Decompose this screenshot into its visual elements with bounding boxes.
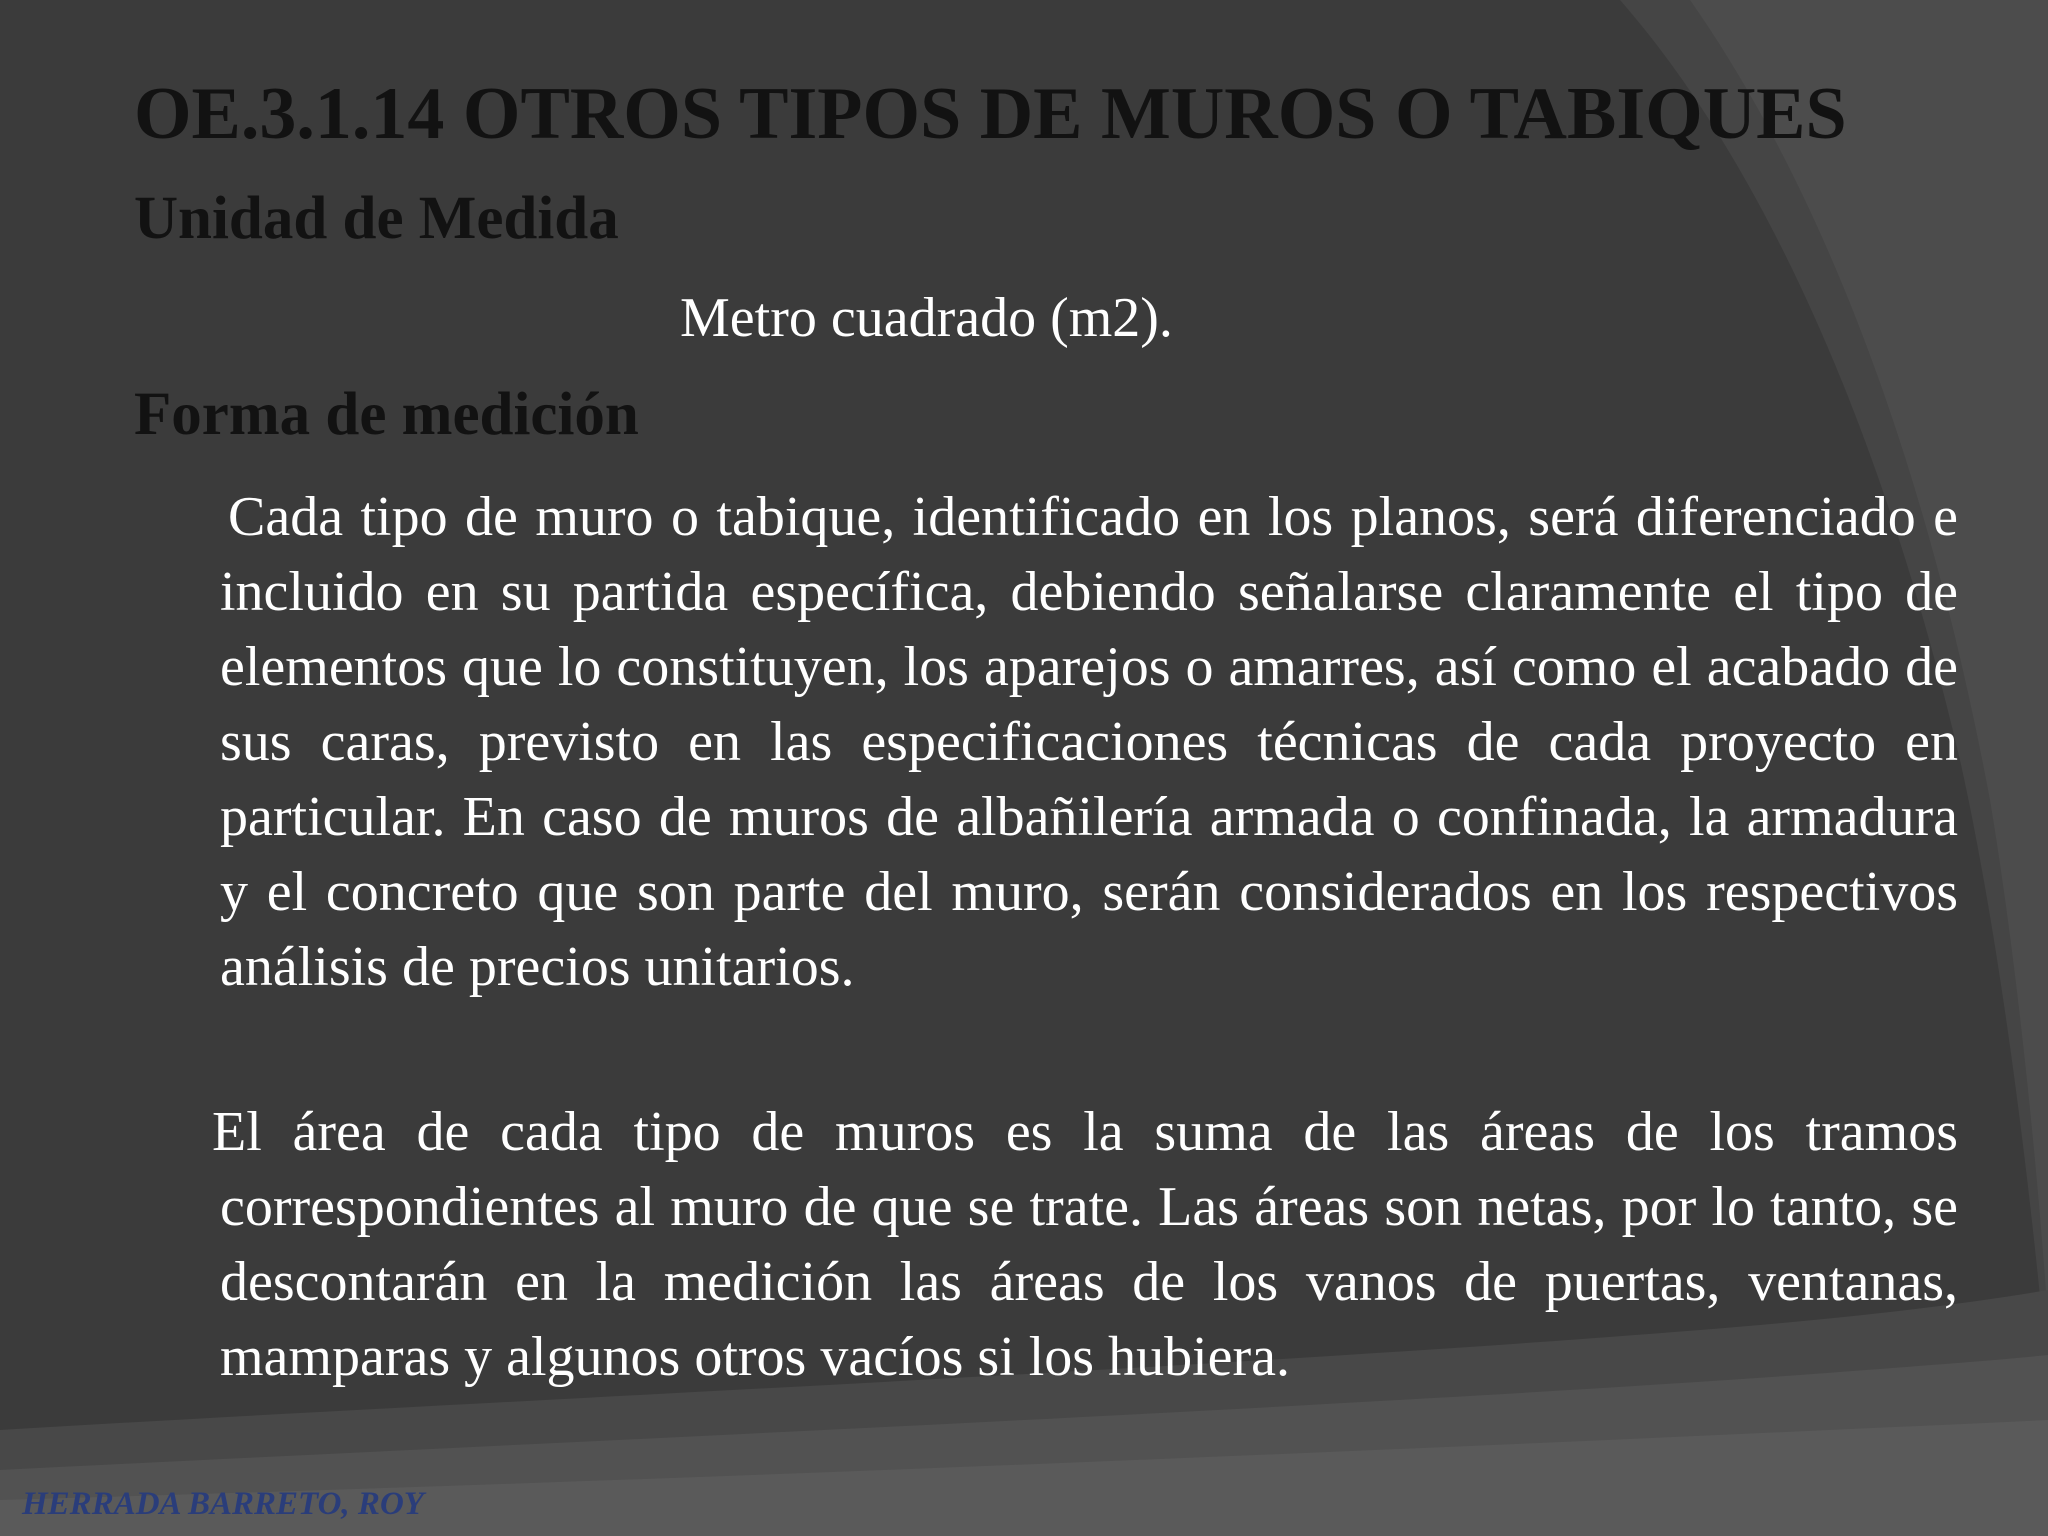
unit-of-measure-heading: Unidad de Medida xyxy=(134,185,619,252)
author-footer: HERRADA BARRETO, ROY xyxy=(22,1486,424,1522)
slide-title: OE.3.1.14 OTROS TIPOS DE MUROS O TABIQUES xyxy=(134,73,1847,155)
measurement-paragraph-2: El área de cada tipo de muros es la suma de las áreas de los tramos correspondientes al muro de que se trate. Las áreas son netas, por lo tanto, se descontarán en la medición las áreas de los vanos de puertas, ventanas, mamparas y algunos otros vacíos si los hubiera. xyxy=(212,1101,1958,1388)
measurement-paragraph-1: Cada tipo de muro o tabique, identificado en los planos, será diferenciado e incluido en su partida específica, debiendo señalarse claramente el tipo de elementos que lo constituyen, los aparejos o amarres, así como el acabado de sus caras, previsto en las especificaciones técnicas de cada proyecto en particular. En caso de muros de albañilería armada o confinada, la armadura y el concreto que son parte del muro, serán considerados en los respectivos análisis de precios unitarios. xyxy=(220,486,1958,998)
unit-of-measure-value: Metro cuadrado (m2). xyxy=(680,287,1173,349)
measurement-method-heading: Forma de medición xyxy=(134,381,639,448)
